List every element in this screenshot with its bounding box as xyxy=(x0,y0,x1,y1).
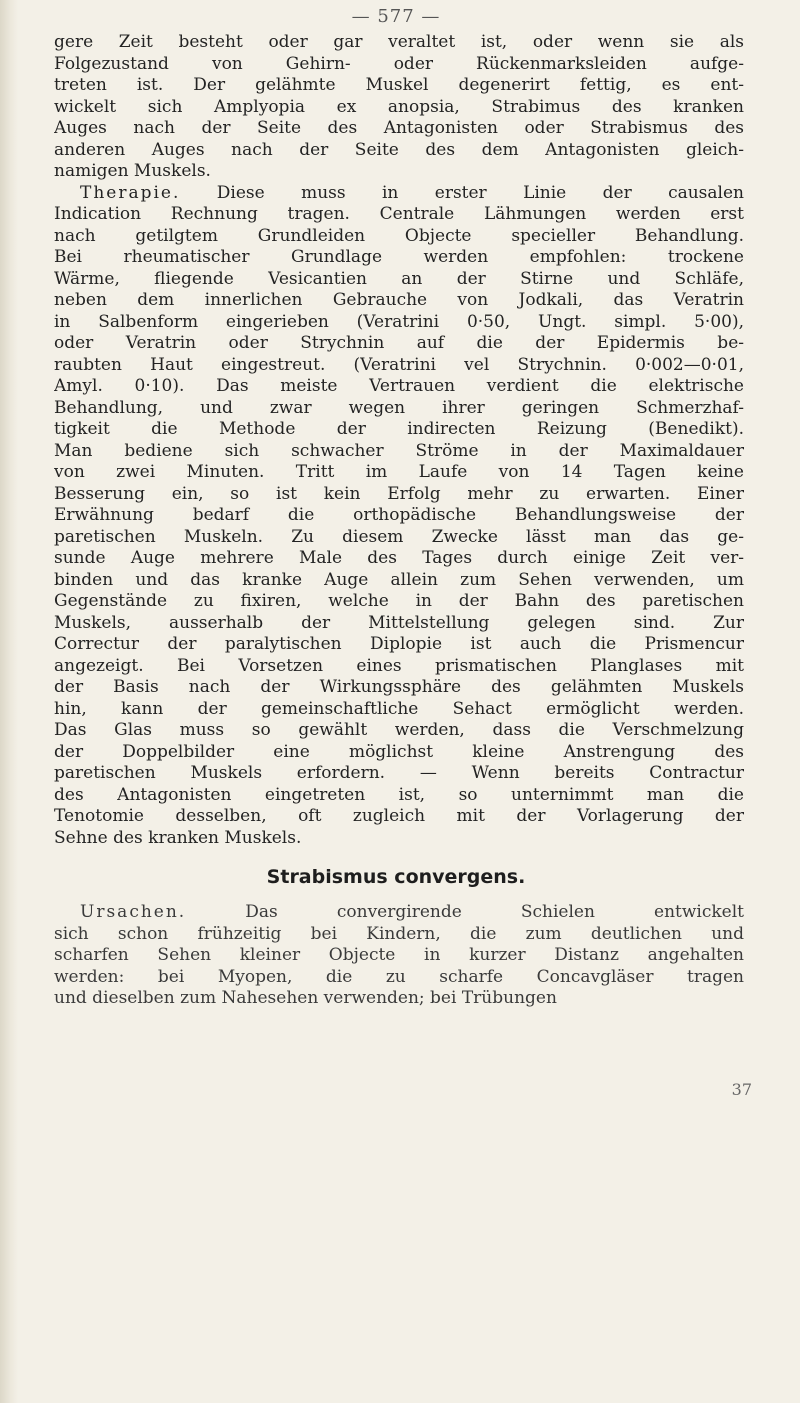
therapie-intro: Diese muss in erster Linie der causalen xyxy=(180,182,744,203)
signature-mark: 37 xyxy=(731,1080,752,1099)
text-line: binden und das kranke Auge allein zum Sehen verwenden, um xyxy=(54,569,744,590)
ursachen-paragraph xyxy=(54,924,744,1010)
text-line: Tenotomie desselben, oft zugleich mit der Vorlagerung der xyxy=(54,806,744,826)
text-line: raubten Haut eingestreut. (Veratrini vel Strychnin. 0·002—0·01, xyxy=(54,354,744,375)
text-line: des Antagonisten eingetreten ist, so unternimmt man die xyxy=(54,784,744,805)
section-text xyxy=(54,902,744,1010)
text-line: Amyl. 0·10). Das meiste Vertrauen verdient die elektrische xyxy=(54,376,744,396)
text-line: Wärme, fliegende Vesicantien an der Stirne und Schläfe, xyxy=(54,268,744,289)
text-line: paretischen Muskels erfordern. — Wenn bereits Contractur xyxy=(54,763,744,783)
text-line: Sehne des kranken Muskels. xyxy=(54,827,302,848)
text-line: gere Zeit besteht oder gar veraltet ist, oder wenn sie als xyxy=(54,32,744,52)
text-line: scharfen Sehen kleiner Objecte in kurzer Distanz angehalten xyxy=(54,945,744,965)
text-line: und dieselben zum Nahesehen verwenden; bei Trübungen xyxy=(54,988,557,1008)
text-line: Auges nach der Seite des Antagonisten oder Strabismus des xyxy=(54,118,744,138)
text-line: paretischen Muskeln. Zu diesem Zwecke lässt man das ge- xyxy=(54,526,744,547)
text-line: anderen Auges nach der Seite des dem Antagonisten gleich- xyxy=(54,139,744,160)
text-line: Behandlung, und zwar wegen ihrer geringen Schmerzhaf- xyxy=(54,397,744,418)
ursachen-label: Ursachen. xyxy=(80,902,187,922)
book-page xyxy=(40,0,752,1403)
text-line: Erwähnung bedarf die orthopädische Behandlungsweise der xyxy=(54,505,744,525)
page-number: — 577 — xyxy=(351,6,441,27)
text-line: Correctur der paralytischen Diplopie ist auch die Prismencur xyxy=(54,634,744,654)
text-line: werden: bei Myopen, die zu scharfe Concavgläser tragen xyxy=(54,966,744,987)
text-line: neben dem innerlichen Gebrauche von Jodkali, das Veratrin xyxy=(54,290,744,310)
text-line: hin, kann der gemeinschaftliche Sehact ermöglicht werden. xyxy=(54,698,744,719)
therapie-label: Therapie. xyxy=(80,182,181,203)
text-line: Indication Rechnung tragen. Centrale Lähmungen werden erst xyxy=(54,204,744,224)
text-line: sunde Auge mehrere Male des Tages durch einige Zeit ver- xyxy=(54,548,744,568)
text-line: von zwei Minuten. Tritt im Laufe von 14 Tagen keine xyxy=(54,462,744,482)
text-line: wickelt sich Amplyopia ex anopsia, Strabimus des kranken xyxy=(54,96,744,117)
text-line: der Doppelbilder eine möglichst kleine Anstrengung des xyxy=(54,741,744,762)
text-line: tigkeit die Methode der indirecten Reizung (Benedikt). xyxy=(54,419,744,439)
text-line: der Basis nach der Wirkungssphäre des gelähmten Muskels xyxy=(54,677,744,697)
text-line: Gegenstände zu fixiren, welche in der Bahn des paretischen xyxy=(54,591,744,611)
text-line: angezeigt. Bei Vorsetzen eines prismatischen Planglases mit xyxy=(54,655,744,676)
ursachen-first-line xyxy=(54,902,744,924)
text-line: namigen Muskels. xyxy=(54,161,211,181)
text-line: treten ist. Der gelähmte Muskel degenerirt fettig, es ent- xyxy=(54,75,744,95)
ursachen-intro: Das convergirende Schielen entwickelt xyxy=(186,902,744,922)
text-line: Man bediene sich schwacher Ströme in der Maximaldauer xyxy=(54,440,744,461)
text-line: Das Glas muss so gewählt werden, dass die Verschmelzung xyxy=(54,720,744,740)
section-heading: Strabismus convergens. xyxy=(266,866,526,888)
text-line: Besserung ein, so ist kein Erfolg mehr zu erwarten. Einer xyxy=(54,483,744,504)
text-line: in Salbenform eingerieben (Veratrini 0·50, Ungt. simpl. 5·00), xyxy=(54,311,744,332)
therapie-paragraph xyxy=(54,204,744,849)
therapie-first-line xyxy=(54,183,744,205)
text-line: Muskels, ausserhalb der Mittelstellung gelegen sind. Zur xyxy=(54,612,744,633)
page-edge-shadow xyxy=(0,0,18,1403)
text-line: oder Veratrin oder Strychnin auf die der Epidermis be- xyxy=(54,333,744,353)
text-line: Folgezustand von Gehirn- oder Rückenmarksleiden aufge- xyxy=(54,53,744,74)
text-line: nach getilgtem Grundleiden Objecte specieller Behandlung. xyxy=(54,225,744,246)
main-text xyxy=(54,32,744,849)
text-line: sich schon frühzeitig bei Kindern, die zum deutlichen und xyxy=(54,923,744,944)
paragraph-continuation xyxy=(54,32,744,183)
text-line: Bei rheumatischer Grundlage werden empfohlen: trockene xyxy=(54,247,744,267)
